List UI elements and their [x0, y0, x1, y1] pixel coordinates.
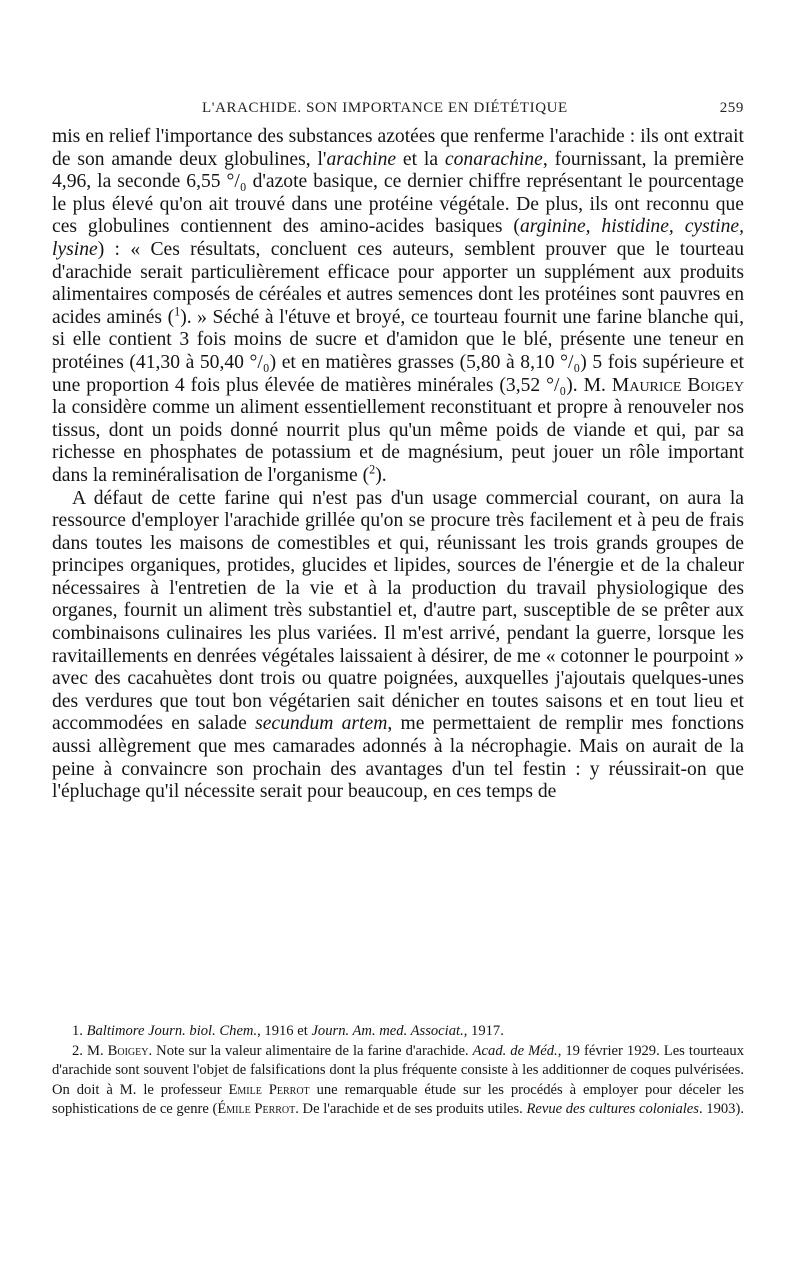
paragraph-1-text: mis en relief l'importance des substances azotées que renferme l'arachide : ils ont extrait de son amande deux globulines, l' — [52, 126, 744, 170]
author-name: Maurice Boigey — [611, 374, 744, 396]
paragraph-2-text: , me permettaient de remplir mes fonctions aussi allègrement que mes camarades adonnés à la nécrophagie. Mais on aurait de la peine à convaincre son prochain des avantages d'un tel festin : y réussirait-on que l'épluchage qu'il nécessite serait pour beaucoup, en ces temps de — [52, 713, 745, 803]
page-number: 259 — [719, 100, 744, 116]
paragraph-2 — [52, 488, 744, 804]
term-arachine: arachine — [326, 148, 397, 170]
footnote-number: 1. — [72, 1023, 87, 1039]
author-name: Émile Perrot — [217, 1101, 296, 1117]
footnote-number: 2. M. — [72, 1042, 108, 1059]
paragraph-2-text: A défaut de cette farine qui n'est pas d'un usage commercial courant, on aura la ressource d'employer l'arachide grillée qu'on se procure très facilement et à peu de frais dans toutes les maisons de comestibles et qui, réunissant les trois grands groupes de principes organiques, protides, glucides et lipides, sources de l'énergie et de la chaleur nécessaires à l'entretien de la vie et à la production du travail physiologique des organes, fournit un aliment très substantiel et, d'autre part, susceptible de se prêter aux combinaisons culinaires les plus variées. Il m'est arrivé, pendant la guerre, lorsque les ravitaillements en denrées végétales laissaient à désirer, de me « cotonner le pourpoint » avec des cacahuètes dont trois ou quatre poignées, auxquelles j'ajoutais quelques-unes des verdures que tout bon végétarien sait dénicher en toutes saisons et en tout lieu et accommodées en salade — [52, 487, 744, 735]
journal-title: Baltimore Journ. biol. Chem. — [86, 1023, 258, 1039]
paragraph-1-text: , fournissant, la première 4,96, la seconde 6,55 °/₀ d'azote basique, ce dernier chiffre représentant le pourcentage le plus élevé qu'on ait trouvé dans une protéine végétale. De plus, ils ont reconnu que ces globulines contiennent des amino-acides basiques ( — [52, 148, 745, 238]
footnote-text: , 1917. — [463, 1023, 504, 1039]
footnote-text: une remarquable étude sur les procédés à employer pour déceler les sophistications de ce genre ( — [52, 1081, 744, 1117]
paragraph-1-text: ). — [375, 464, 387, 486]
paragraph-1-text: la considère comme un aliment essentiellement reconstituant et propre à renouveler nos tissus, dont un poids donné nourrit plus qu'un même poids de viande et qui, par sa richesse en phosphates de potassium et de magnésium, peut jouer un rôle important dans la reminéralisation de l'organisme ( — [52, 397, 744, 486]
running-title: L'ARACHIDE. SON IMPORTANCE EN DIÉTÉTIQUE — [202, 100, 568, 116]
author-name: Emile Perrot — [228, 1081, 310, 1098]
footnote-ref-2: 2 — [369, 462, 376, 477]
paragraph-1-text: ) : « Ces résultats, concluent ces auteurs, semblent prouver que le tourteau d'arachide serait particulièrement efficace pour apporter un supplément aux produits alimentaires composés de céréales et autres semences dont les protéines sont pauvres en acides aminés ( — [52, 238, 744, 328]
footnotes — [52, 1022, 744, 1120]
footnote-text: , 19 février 1929. Les tourteaux d'arachide sont souvent l'objet de falsifications dont la plus fréquente consiste à les additionner de coques pulvérisées. On doit à M. le professeur — [52, 1042, 744, 1098]
footnote-text: , 1916 et — [257, 1023, 312, 1039]
journal-title: Revue des cultures coloniales — [526, 1101, 699, 1117]
term-conarachine: conarachine — [444, 148, 543, 170]
author-name: Boigey — [107, 1042, 149, 1059]
footnote-text: . 1903). — [698, 1101, 744, 1117]
footnote-text: . De l'arachide et de ses produits utiles. — [295, 1101, 527, 1117]
main-text — [52, 126, 744, 804]
paragraph-1-text: ). » Séché à l'étuve et broyé, ce tourteau fournit une farine blanche qui, si elle contient 3 fois moins de sucre et d'amidon que le blé, présente une teneur en protéines (41,30 à 50,40 °/₀) et en matières grasses (5,80 à 8,10 °/₀) 5 fois supérieure et une proportion 4 fois plus élevée de matières minérales (3,52 °/₀). M. — [52, 306, 744, 396]
journal-title: Journ. Am. med. Associat. — [311, 1023, 464, 1039]
footnote-1 — [52, 1022, 744, 1042]
footnote-ref-1: 1 — [174, 304, 181, 319]
amino-acid-list: arginine, histidine, cystine, lysine — [52, 216, 744, 260]
paragraph-1 — [52, 126, 744, 488]
latin-phrase: secundum artem — [255, 713, 388, 735]
footnote-2 — [52, 1042, 744, 1120]
paragraph-1-text: et la — [396, 148, 445, 170]
footnote-text: . Note sur la valeur alimentaire de la farine d'arachide. — [148, 1042, 473, 1059]
journal-title: Acad. de Méd. — [472, 1042, 558, 1059]
